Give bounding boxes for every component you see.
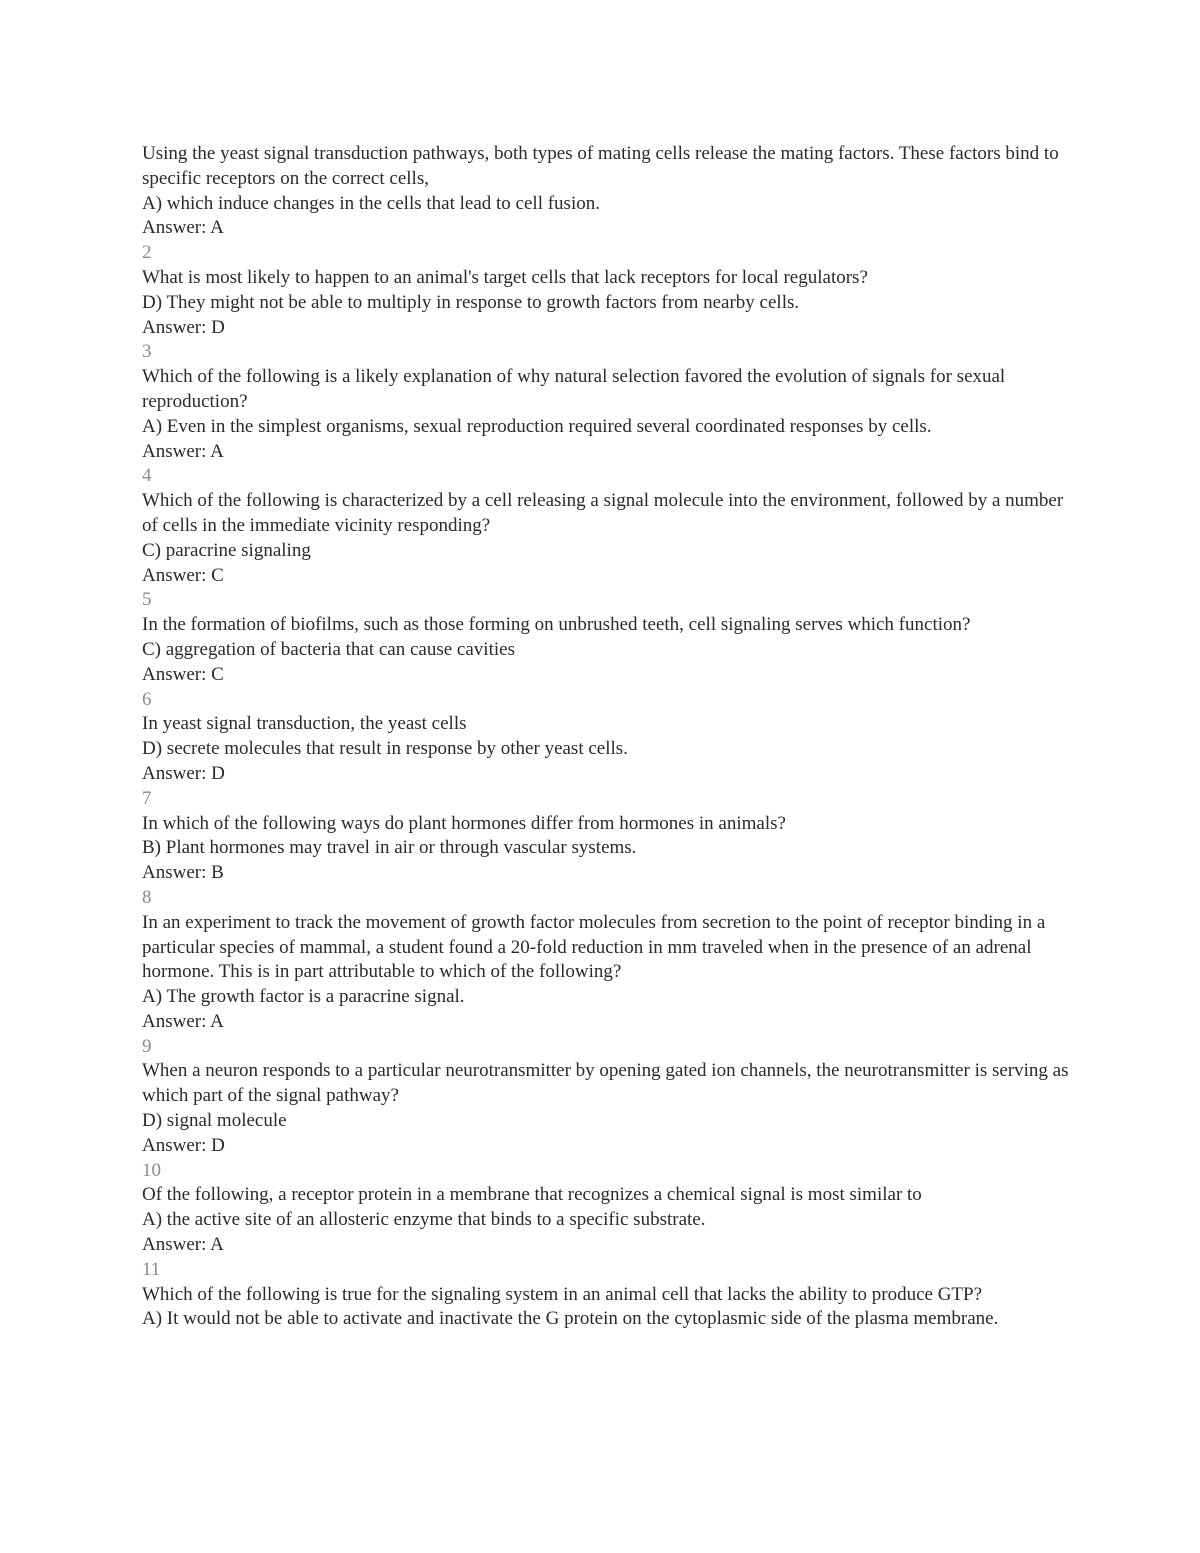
answer-label: Answer: A — [142, 1010, 224, 1032]
answer-choice: C) aggregation of bacteria that can cause cavities — [142, 638, 515, 660]
answer-label: Answer: A — [142, 217, 224, 239]
question-text: In an experiment to track the movement of growth factor molecules from secretion to the point of receptor binding in a particular species of mammal, a student found a 20-fold reduction in mm traveled when in the presence of an adrenal hormone. This is in part attributable to which of the following? — [142, 911, 1046, 983]
question-number: 11 — [142, 1258, 161, 1280]
question-text: In which of the following ways do plant hormones differ from hormones in animals? — [142, 812, 786, 834]
question-number: 10 — [142, 1159, 161, 1181]
question-text: Which of the following is a likely explanation of why natural selection favored the evolution of signals for sexual reproduction? — [142, 366, 1006, 412]
question-block-2 — [142, 241, 1072, 340]
question-block-1 — [142, 142, 1072, 241]
question-number: 8 — [142, 886, 152, 908]
question-text: In the formation of biofilms, such as those forming on unbrushed teeth, cell signaling serves which function? — [142, 614, 971, 636]
question-block-5 — [142, 588, 1072, 687]
answer-choice: A) Even in the simplest organisms, sexual reproduction required several coordinated responses by cells. — [142, 415, 932, 437]
question-text: Of the following, a receptor protein in a membrane that recognizes a chemical signal is most similar to — [142, 1184, 922, 1206]
question-block-8 — [142, 886, 1072, 1035]
question-number: 7 — [142, 787, 152, 809]
answer-choice: D) They might not be able to multiply in response to growth factors from nearby cells. — [142, 291, 800, 313]
answer-label: Answer: A — [142, 440, 224, 462]
question-number: 3 — [142, 341, 152, 363]
answer-label: Answer: D — [142, 762, 225, 784]
answer-label: Answer: C — [142, 663, 224, 685]
answer-label: Answer: B — [142, 862, 224, 884]
question-block-4 — [142, 464, 1072, 588]
question-block-11 — [142, 1258, 1072, 1332]
question-block-7 — [142, 787, 1072, 886]
answer-label: Answer: C — [142, 564, 224, 586]
answer-choice: A) The growth factor is a paracrine signal. — [142, 986, 465, 1008]
question-text: Using the yeast signal transduction pathways, both types of mating cells release the mating factors. These factors bind to specific receptors on the correct cells, — [142, 143, 1059, 189]
answer-choice: B) Plant hormones may travel in air or through vascular systems. — [142, 837, 637, 859]
question-number: 5 — [142, 589, 152, 611]
answer-label: Answer: D — [142, 1134, 225, 1156]
question-text: In yeast signal transduction, the yeast cells — [142, 713, 467, 735]
answer-label: Answer: D — [142, 316, 225, 338]
question-number: 9 — [142, 1035, 152, 1057]
question-block-3 — [142, 340, 1072, 464]
question-text: Which of the following is true for the signaling system in an animal cell that lacks the ability to produce GTP? — [142, 1283, 983, 1305]
answer-choice: A) the active site of an allosteric enzyme that binds to a specific substrate. — [142, 1209, 706, 1231]
answer-choice: D) signal molecule — [142, 1110, 287, 1132]
question-block-6 — [142, 688, 1072, 787]
question-number: 6 — [142, 688, 152, 710]
answer-choice: A) It would not be able to activate and inactivate the G protein on the cytoplasmic side of the plasma membrane. — [142, 1308, 999, 1330]
question-number: 4 — [142, 465, 152, 487]
answer-choice: C) paracrine signaling — [142, 539, 311, 561]
answer-choice: A) which induce changes in the cells that lead to cell fusion. — [142, 192, 600, 214]
document-page — [142, 142, 1072, 1332]
question-block-9 — [142, 1035, 1072, 1159]
answer-label: Answer: A — [142, 1234, 224, 1256]
question-text: What is most likely to happen to an animal's target cells that lack receptors for local regulators? — [142, 266, 868, 288]
answer-choice: D) secrete molecules that result in response by other yeast cells. — [142, 738, 628, 760]
question-text: When a neuron responds to a particular neurotransmitter by opening gated ion channels, the neurotransmitter is serving as which part of the signal pathway? — [142, 1060, 1069, 1107]
question-number: 2 — [142, 242, 152, 264]
question-text: Which of the following is characterized by a cell releasing a signal molecule into the environment, followed by a number of cells in the immediate vicinity responding? — [142, 490, 1064, 536]
question-block-10 — [142, 1159, 1072, 1258]
